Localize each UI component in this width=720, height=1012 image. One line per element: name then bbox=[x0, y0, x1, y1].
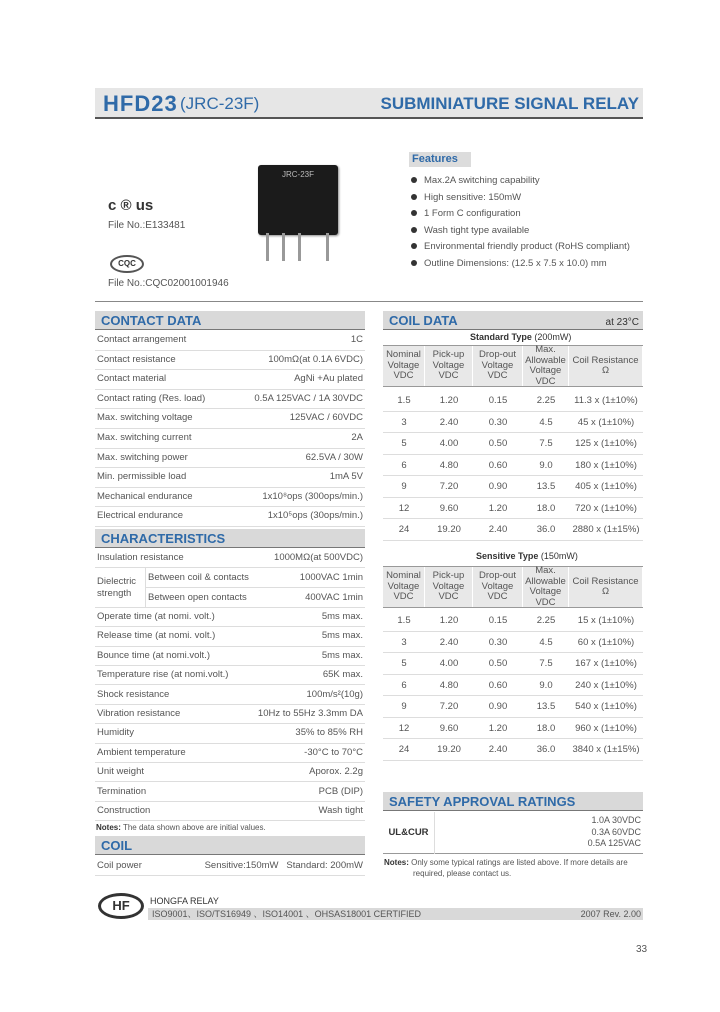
column-header: Coil Resistance Ω bbox=[569, 346, 643, 386]
char-label: Ambient temperature bbox=[97, 746, 186, 758]
coil-cell: 240 x (1±10%) bbox=[575, 679, 637, 691]
note-text: required, please contact us. bbox=[413, 869, 512, 878]
coil-heading bbox=[95, 836, 365, 855]
coil-cell: 960 x (1±10%) bbox=[575, 722, 637, 734]
coil-cell: 1.20 bbox=[488, 502, 508, 514]
contact-data-heading bbox=[95, 311, 365, 330]
feature-item: Outline Dimensions: (12.5 x 7.5 x 10.0) mm bbox=[411, 257, 651, 274]
coil-cell: 4.80 bbox=[439, 459, 459, 471]
coil-cell: 2.40 bbox=[488, 744, 508, 755]
coil-cell: 0.30 bbox=[488, 636, 508, 648]
type-label: Sensitive Type bbox=[476, 551, 539, 561]
section-title: COIL DATA bbox=[389, 313, 458, 328]
coil-cell: 1.20 bbox=[488, 722, 508, 734]
column-header: Nominal Voltage VDC bbox=[383, 567, 425, 607]
coil-cell: 15 x (1±10%) bbox=[577, 615, 635, 626]
coil-cell: 6 bbox=[401, 459, 407, 471]
model-name: HFD23 bbox=[103, 91, 178, 116]
char-label: Construction bbox=[97, 805, 151, 816]
coil-cell: 3 bbox=[401, 636, 407, 648]
dielectric-row bbox=[145, 588, 365, 608]
safety-note bbox=[384, 857, 628, 879]
coil-data-heading bbox=[383, 311, 643, 330]
coil-table-row bbox=[383, 498, 643, 520]
coil-standard: Standard: 200mW bbox=[286, 860, 363, 871]
coil-cell: 9 bbox=[401, 701, 407, 712]
dielectric-sub-label: Between open contacts bbox=[145, 588, 247, 608]
relay-pin bbox=[266, 233, 269, 261]
char-value: 35% to 85% RH bbox=[295, 727, 363, 739]
column-header: Max. Allowable Voltage VDC bbox=[523, 567, 569, 607]
char-label: Bounce time (at nomi.volt.) bbox=[97, 649, 210, 661]
model-alt-name: (JRC-23F) bbox=[180, 94, 260, 113]
coil-cell: 60 x (1±10%) bbox=[577, 636, 635, 648]
safety-table bbox=[383, 812, 643, 854]
coil-cell: 2880 x (1±15%) bbox=[572, 524, 640, 535]
char-value: 1000MΩ(at 500VDC) bbox=[274, 552, 363, 563]
char-value: 10Hz to 55Hz 3.3mm DA bbox=[257, 708, 363, 719]
safety-heading bbox=[383, 792, 643, 811]
char-row bbox=[95, 666, 365, 685]
coil-cell: 2.40 bbox=[439, 636, 459, 648]
coil-cell: 2.40 bbox=[439, 416, 459, 428]
coil-cell: 2.25 bbox=[536, 395, 556, 406]
coil-cell: 4.5 bbox=[539, 636, 553, 648]
coil-table-row bbox=[383, 455, 643, 477]
coil-cell: 36.0 bbox=[536, 744, 556, 755]
ul-logo: c ® us bbox=[108, 197, 154, 214]
contact-label: Min. permissible load bbox=[97, 471, 187, 483]
coil-cell: 5 bbox=[401, 658, 407, 669]
contact-row bbox=[95, 507, 365, 527]
safety-value: 0.5A 125VAC bbox=[587, 838, 641, 848]
dielectric-value: 400VAC 1min bbox=[305, 592, 363, 603]
char-row bbox=[95, 724, 365, 743]
coil-cell: 3840 x (1±15%) bbox=[572, 744, 640, 755]
cqc-file-number: File No.:CQC02001001946 bbox=[108, 278, 229, 289]
ul-file-number: File No.:E133481 bbox=[108, 220, 186, 231]
coil-cell: 1.5 bbox=[397, 615, 411, 626]
contact-row bbox=[95, 488, 365, 508]
contact-label: Max. switching voltage bbox=[97, 412, 193, 424]
dielectric-strength bbox=[95, 568, 365, 608]
coil-table-row bbox=[383, 412, 643, 434]
safety-label: UL&CUR bbox=[383, 812, 435, 854]
page-number: 33 bbox=[636, 944, 648, 955]
char-row bbox=[95, 647, 365, 666]
char-row bbox=[95, 744, 365, 763]
note-text: Only some typical ratings are listed above. If more details are bbox=[411, 858, 628, 867]
coil-cell: 18.0 bbox=[536, 722, 556, 734]
contact-label: Contact arrangement bbox=[97, 334, 187, 345]
coil-cell: 0.60 bbox=[488, 679, 508, 691]
coil-table-row bbox=[383, 476, 643, 498]
coil-cell: 4.5 bbox=[539, 416, 553, 428]
column-header: Drop-out Voltage VDC bbox=[473, 346, 523, 386]
coil-table-row bbox=[383, 739, 643, 761]
char-label: Humidity bbox=[97, 727, 134, 739]
features-list bbox=[411, 174, 651, 273]
dielectric-row bbox=[145, 568, 365, 588]
company-name: HONGFA RELAY bbox=[150, 896, 219, 906]
contact-value: 1x10⁸ops (300ops/min.) bbox=[262, 490, 363, 502]
coil-cell: 0.90 bbox=[488, 481, 508, 492]
coil-cell: 19.20 bbox=[437, 744, 461, 755]
coil-cell: 9.60 bbox=[439, 722, 459, 734]
coil-data-temperature: at 23°C bbox=[605, 317, 639, 328]
contact-value: 0.5A 125VAC / 1A 30VDC bbox=[254, 392, 363, 404]
char-value: Wash tight bbox=[318, 805, 363, 816]
contact-value: 125VAC / 60VDC bbox=[289, 412, 363, 424]
contact-label: Contact material bbox=[97, 373, 167, 385]
features-heading: Features bbox=[409, 152, 471, 167]
contact-value: AgNi +Au plated bbox=[294, 373, 363, 385]
contact-row bbox=[95, 351, 365, 371]
divider bbox=[95, 301, 643, 302]
char-row bbox=[95, 705, 365, 724]
contact-label: Contact resistance bbox=[97, 353, 176, 365]
feature-item: Wash tight type available bbox=[411, 224, 651, 241]
coil-cell: 167 x (1±10%) bbox=[575, 658, 637, 669]
iso-certifications: ISO9001、ISO/TS16949 、ISO14001 、OHSAS18001 CERTIFIED bbox=[152, 909, 421, 919]
column-header: Max. Allowable Voltage VDC bbox=[523, 346, 569, 386]
coil-table-row bbox=[383, 632, 643, 654]
characteristics-note bbox=[96, 823, 266, 832]
section-title: CONTACT DATA bbox=[101, 313, 202, 328]
contact-label: Electrical endurance bbox=[97, 510, 184, 522]
contact-value: 1mA 5V bbox=[329, 471, 363, 483]
coil-table-row bbox=[383, 519, 643, 541]
contact-label: Max. switching power bbox=[97, 451, 188, 463]
char-label: Shock resistance bbox=[97, 688, 170, 700]
safety-values bbox=[588, 815, 641, 850]
column-header: Drop-out Voltage VDC bbox=[473, 567, 523, 607]
char-label: Termination bbox=[97, 785, 147, 797]
coil-table-header bbox=[383, 566, 643, 608]
char-row bbox=[95, 549, 365, 568]
coil-cell: 13.5 bbox=[536, 701, 556, 712]
coil-cell: 12 bbox=[398, 722, 410, 734]
char-value: 5ms max. bbox=[321, 611, 363, 622]
coil-cell: 24 bbox=[398, 524, 410, 535]
contact-label: Max. switching current bbox=[97, 432, 192, 443]
contact-row bbox=[95, 429, 365, 449]
coil-cell: 9.60 bbox=[439, 502, 459, 514]
coil-table-row bbox=[383, 653, 643, 675]
relay-marking: JRC-23F bbox=[282, 170, 315, 179]
note-label: Notes: bbox=[384, 858, 409, 867]
coil-cell: 1.20 bbox=[439, 615, 459, 626]
coil-power-label: Coil power bbox=[97, 860, 142, 871]
contact-label: Contact rating (Res. load) bbox=[97, 392, 206, 404]
char-row bbox=[95, 763, 365, 782]
coil-cell: 4.00 bbox=[439, 438, 459, 449]
char-label: Vibration resistance bbox=[97, 708, 181, 719]
coil-cell: 180 x (1±10%) bbox=[575, 459, 637, 471]
coil-power-row bbox=[95, 856, 365, 876]
coil-power-value bbox=[205, 856, 363, 875]
coil-cell: 4.80 bbox=[439, 679, 459, 691]
coil-cell: 24 bbox=[398, 744, 410, 755]
coil-table-row bbox=[383, 610, 643, 632]
note-text: The data shown above are initial values. bbox=[122, 823, 266, 832]
section-title: CHARACTERISTICS bbox=[101, 531, 226, 546]
char-value: 65K max. bbox=[322, 669, 363, 681]
coil-cell: 1.5 bbox=[397, 395, 411, 406]
standard-type-label bbox=[470, 332, 571, 342]
column-header: Coil Resistance Ω bbox=[569, 567, 643, 607]
characteristics-heading bbox=[95, 529, 365, 548]
char-row bbox=[95, 802, 365, 821]
coil-cell: 0.15 bbox=[488, 615, 508, 626]
sensitive-type-label bbox=[476, 551, 578, 561]
coil-cell: 2.40 bbox=[488, 524, 508, 535]
coil-sensitive: Sensitive:150mW bbox=[204, 860, 279, 871]
char-value: 5ms max. bbox=[321, 630, 363, 642]
coil-table-row bbox=[383, 390, 643, 412]
coil-table-header bbox=[383, 345, 643, 387]
coil-cell: 0.50 bbox=[488, 438, 508, 449]
coil-table-row bbox=[383, 675, 643, 697]
coil-cell: 11.3 x (1±10%) bbox=[574, 395, 638, 406]
coil-cell: 125 x (1±10%) bbox=[575, 438, 637, 449]
dielectric-label: Dielectric strength bbox=[97, 576, 137, 599]
contact-value: 1x10⁵ops (30ops/min.) bbox=[267, 510, 363, 522]
coil-cell: 1.20 bbox=[439, 395, 459, 406]
char-value: PCB (DIP) bbox=[318, 785, 363, 797]
char-value: 100m/s²(10g) bbox=[306, 688, 363, 700]
coil-cell: 9.0 bbox=[539, 459, 553, 471]
feature-item: Max.2A switching capability bbox=[411, 174, 651, 191]
contact-value: 2A bbox=[351, 432, 363, 443]
char-row bbox=[95, 686, 365, 705]
coil-table-row bbox=[383, 433, 643, 455]
relay-pin bbox=[298, 233, 301, 261]
coil-table-row bbox=[383, 696, 643, 718]
char-value: Aporox. 2.2g bbox=[309, 766, 363, 778]
contact-label: Mechanical endurance bbox=[97, 490, 193, 502]
char-row bbox=[95, 608, 365, 627]
column-header: Pick-up Voltage VDC bbox=[425, 346, 473, 386]
char-label: Operate time (at nomi. volt.) bbox=[97, 611, 215, 622]
coil-cell: 13.5 bbox=[536, 481, 556, 492]
contact-row bbox=[95, 390, 365, 410]
coil-cell: 0.15 bbox=[488, 395, 508, 406]
contact-row bbox=[95, 331, 365, 351]
coil-cell: 36.0 bbox=[536, 524, 556, 535]
feature-item: 1 Form C configuration bbox=[411, 207, 651, 224]
note-label: Notes: bbox=[96, 823, 121, 832]
coil-cell: 45 x (1±10%) bbox=[577, 416, 635, 428]
char-label: Release time (at nomi. volt.) bbox=[97, 630, 216, 642]
contact-value: 62.5VA / 30W bbox=[305, 451, 363, 463]
type-power: (200mW) bbox=[534, 332, 572, 342]
char-row bbox=[95, 783, 365, 802]
relay-pin bbox=[326, 233, 329, 261]
hongfa-logo: HF bbox=[98, 893, 144, 919]
coil-table-row bbox=[383, 718, 643, 740]
coil-cell: 6 bbox=[401, 679, 407, 691]
coil-cell: 5 bbox=[401, 438, 407, 449]
char-label: Insulation resistance bbox=[97, 552, 184, 563]
contact-row bbox=[95, 468, 365, 488]
coil-cell: 0.60 bbox=[488, 459, 508, 471]
safety-value: 0.3A 60VDC bbox=[591, 826, 641, 837]
relay-photo bbox=[258, 165, 338, 235]
coil-cell: 0.30 bbox=[488, 416, 508, 428]
coil-cell: 2.25 bbox=[536, 615, 556, 626]
column-header: Pick-up Voltage VDC bbox=[425, 567, 473, 607]
contact-value: 100mΩ(at 0.1A 6VDC) bbox=[268, 353, 363, 365]
coil-cell: 4.00 bbox=[439, 658, 459, 669]
contact-row bbox=[95, 370, 365, 390]
coil-cell: 0.90 bbox=[488, 701, 508, 712]
feature-item: Environmental friendly product (RoHS compliant) bbox=[411, 240, 651, 257]
char-row bbox=[95, 627, 365, 646]
coil-cell: 7.5 bbox=[539, 658, 553, 669]
coil-cell: 9.0 bbox=[539, 679, 553, 691]
coil-cell: 7.20 bbox=[439, 481, 459, 492]
coil-cell: 3 bbox=[401, 416, 407, 428]
char-value: -30°C to 70°C bbox=[304, 746, 363, 758]
contact-value: 1C bbox=[350, 334, 363, 345]
contact-row bbox=[95, 409, 365, 429]
coil-cell: 540 x (1±10%) bbox=[575, 701, 637, 712]
section-title: SAFETY APPROVAL RATINGS bbox=[389, 794, 576, 809]
type-power: (150mW) bbox=[540, 551, 578, 561]
feature-item: High sensitive: 150mW bbox=[411, 191, 651, 208]
cqc-logo: CQC bbox=[110, 255, 144, 273]
safety-value: 1.0A 30VDC bbox=[591, 815, 641, 825]
coil-cell: 9 bbox=[401, 481, 407, 492]
dielectric-sub-label: Between coil & contacts bbox=[145, 568, 249, 588]
coil-cell: 0.50 bbox=[488, 658, 508, 669]
revision: 2007 Rev. 2.00 bbox=[580, 909, 641, 919]
page-header bbox=[95, 88, 643, 119]
coil-cell: 720 x (1±10%) bbox=[575, 502, 637, 514]
relay-pin bbox=[282, 233, 285, 261]
char-value: 5ms max. bbox=[321, 649, 363, 661]
document-title: SUBMINIATURE SIGNAL RELAY bbox=[380, 94, 639, 113]
coil-cell: 7.5 bbox=[539, 438, 553, 449]
coil-cell: 405 x (1±10%) bbox=[575, 481, 637, 492]
coil-cell: 7.20 bbox=[439, 701, 459, 712]
coil-cell: 19.20 bbox=[437, 524, 461, 535]
char-label: Temperature rise (at nomi.volt.) bbox=[97, 669, 229, 681]
dielectric-value: 1000VAC 1min bbox=[299, 572, 363, 583]
iso-bar bbox=[148, 908, 643, 920]
column-header: Nominal Voltage VDC bbox=[383, 346, 425, 386]
type-label: Standard Type bbox=[470, 332, 532, 342]
contact-row bbox=[95, 449, 365, 469]
char-label: Unit weight bbox=[97, 766, 144, 778]
coil-cell: 18.0 bbox=[536, 502, 556, 514]
coil-cell: 12 bbox=[398, 502, 410, 514]
section-title: COIL bbox=[101, 838, 133, 853]
